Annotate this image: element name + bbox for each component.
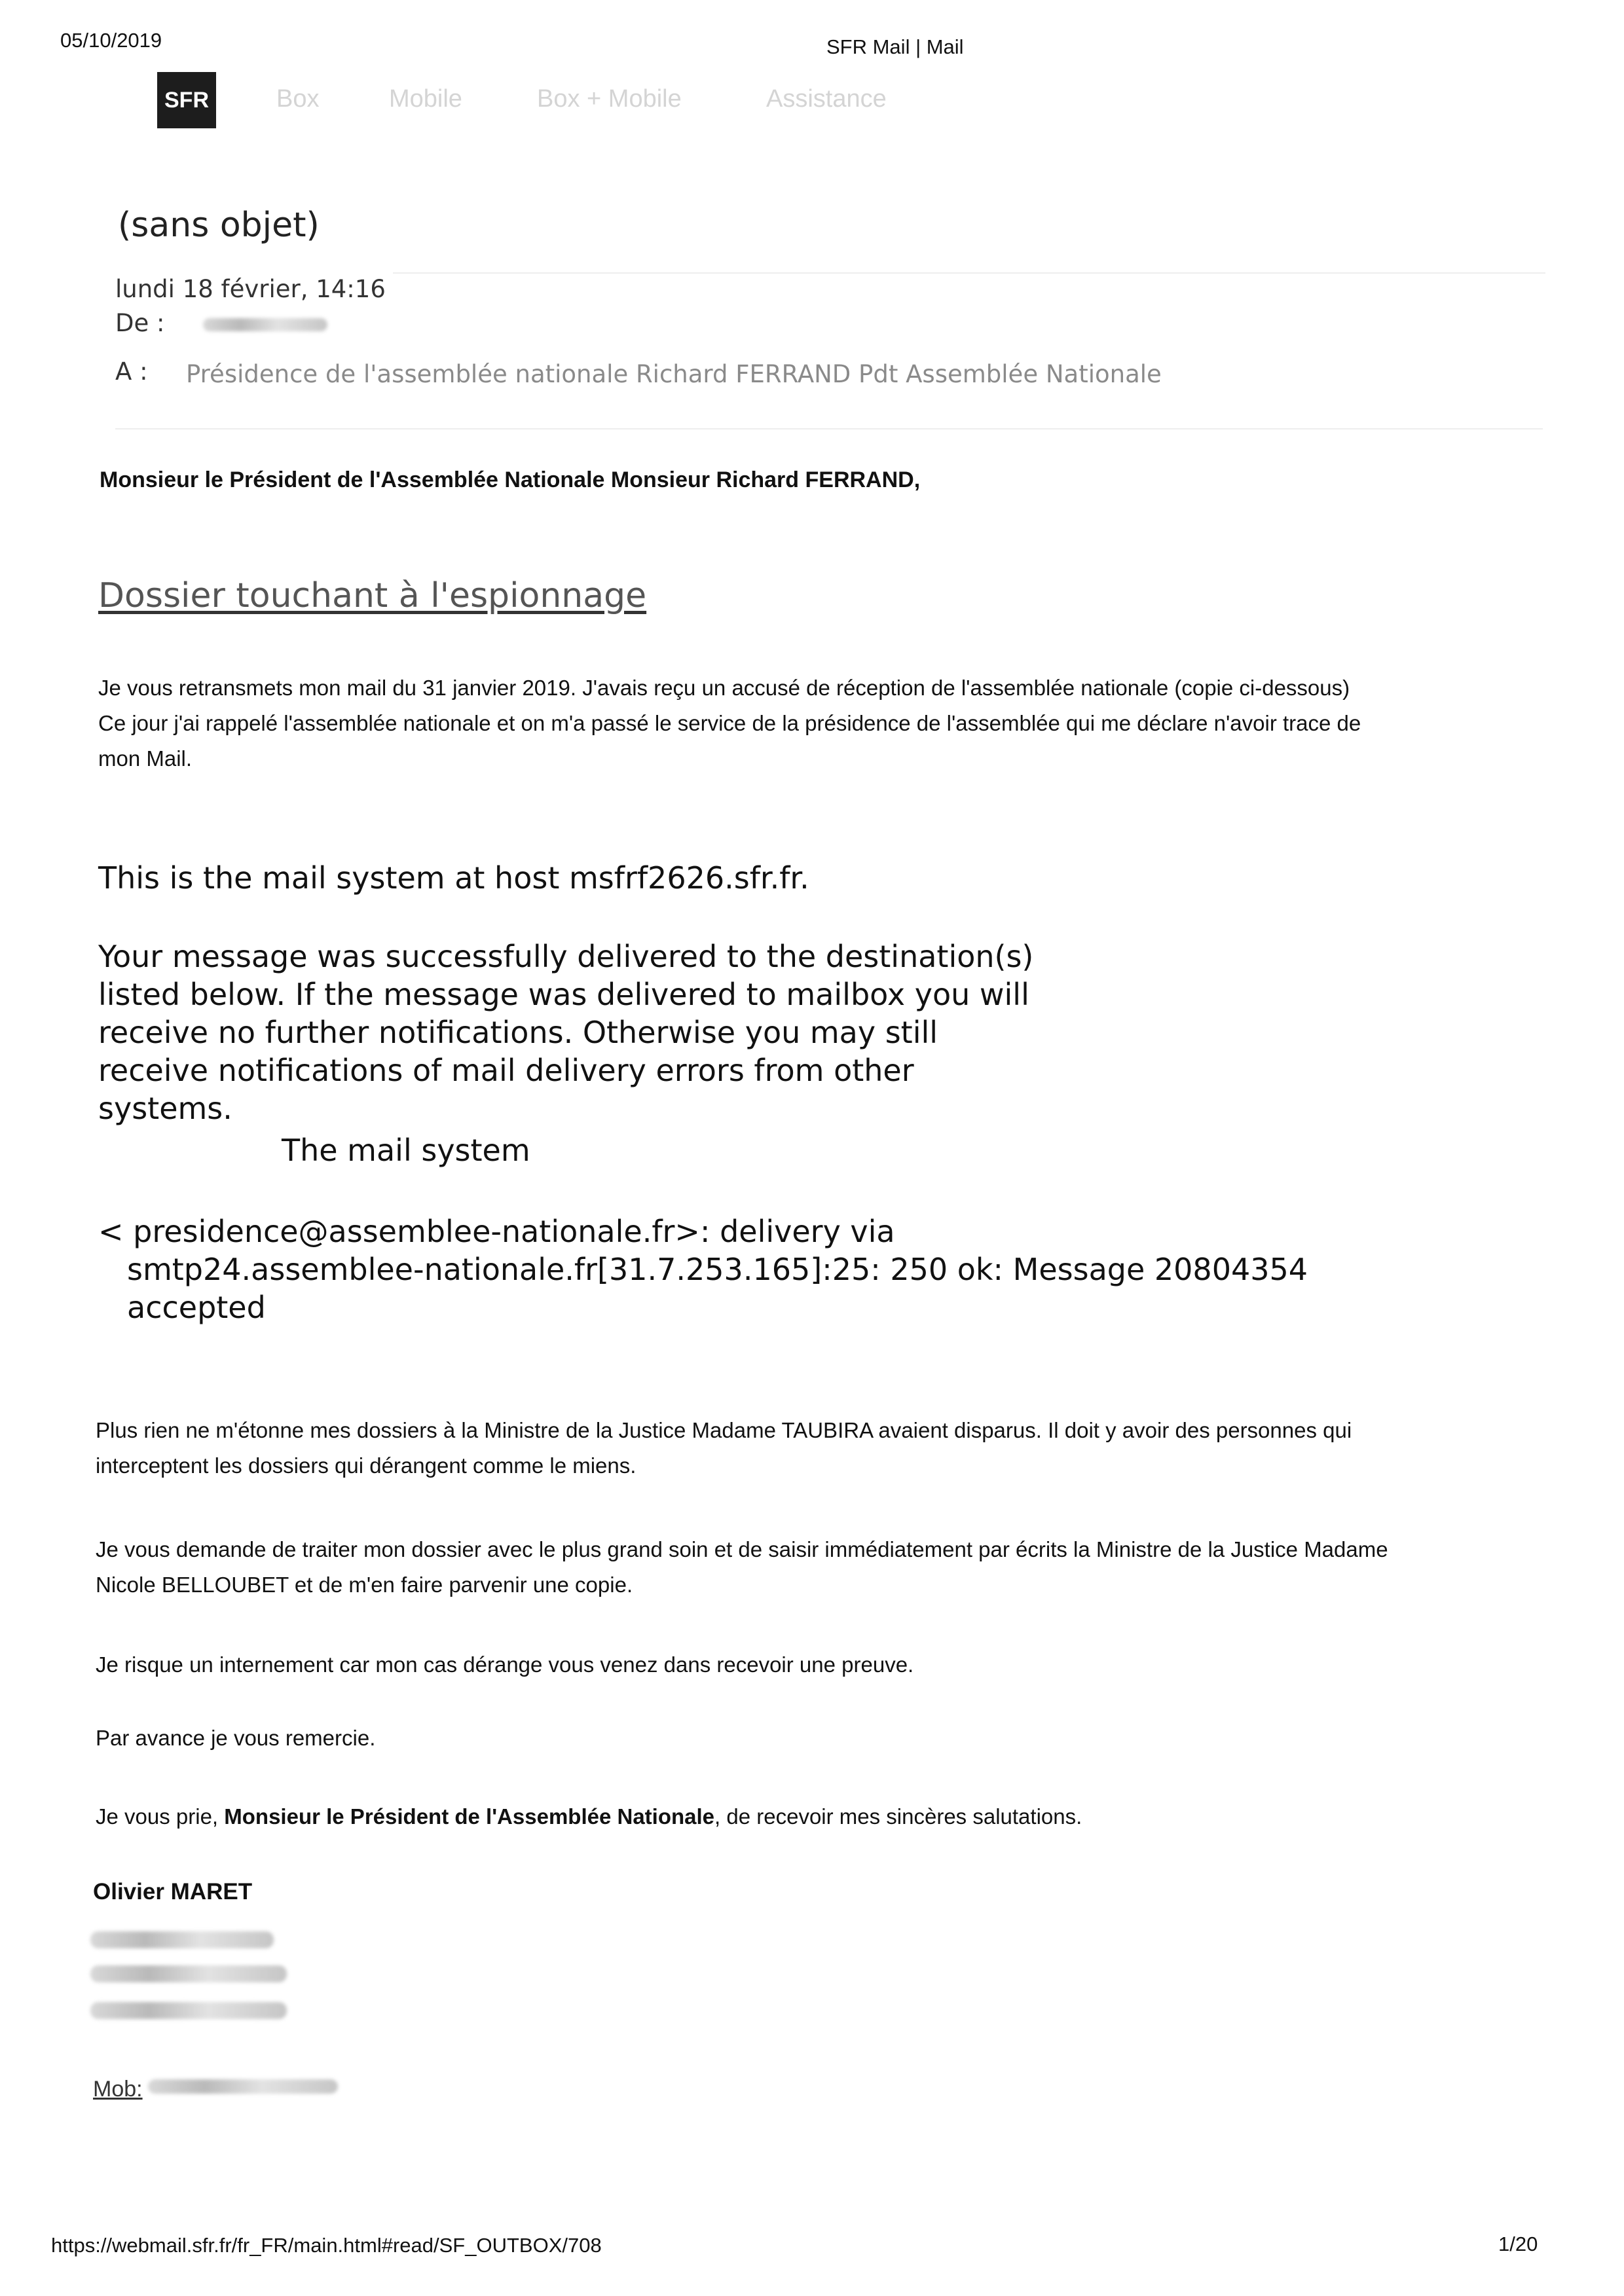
mobile-label: Mob: (93, 2077, 143, 2102)
nav-item-mobile[interactable]: Mobile (389, 85, 462, 113)
nav-item-box[interactable]: Box (276, 85, 320, 113)
print-date: 05/10/2019 (60, 29, 162, 52)
mail-date: lundi 18 février, 14:16 (115, 275, 386, 303)
mail-subject: (sans objet) (118, 206, 320, 245)
recipient-value[interactable]: Présidence de l'assemblée nationale Richard FERRAND Pdt Assemblée Nationale (186, 360, 1162, 388)
bounce-paragraph: Your message was successfully delivered to the destination(s) listed below. If the message was delivered to mailbox you will receive no further notifications. Otherwise you may still receive notifications of mail delivery errors from other systems. (98, 939, 1034, 1126)
closing-addressee: Monsieur le Président de l'Assemblée Nationale (224, 1804, 715, 1829)
paragraph-3: Je risque un internement car mon cas dérange vous venez dans recevoir une preuve. (96, 1652, 914, 1677)
bounce-delivery-line-1: < presidence@assemblee-nationale.fr>: delivery via (98, 1214, 895, 1249)
closing-suffix: , de recevoir mes sincères salutations. (714, 1804, 1082, 1829)
nav-item-assistance[interactable]: Assistance (766, 85, 887, 113)
header-divider (393, 272, 1545, 274)
print-url: https://webmail.sfr.fr/fr_FR/main.html#read/SF_OUTBOX/708 (51, 2234, 602, 2257)
redacted-line-3 (90, 2002, 287, 2019)
paragraph-1: Plus rien ne m'étonne mes dossiers à la Ministre de la Justice Madame TAUBIRA avaient disparus. Il doit y avoir des personnes qui interceptent les dossiers qui dérangent comme le miens. (96, 1418, 1352, 1478)
signature-name: Olivier MARET (93, 1879, 253, 1904)
header-bottom-divider (115, 428, 1543, 429)
headline: Dossier touchant à l'espionnage (98, 576, 647, 615)
print-title: SFR Mail | Mail (826, 35, 964, 58)
closing-paragraph (96, 1799, 1082, 1834)
redacted-sender (203, 318, 327, 331)
paragraph-2: Je vous demande de traiter mon dossier avec le plus grand soin et de saisir immédiatement par écrits la Ministre de la Justice Madame Nicole BELLOUBET et de m'en faire parvenir une copie. (96, 1537, 1388, 1597)
paragraph-4: Par avance je vous remercie. (96, 1726, 376, 1750)
bounce-delivery-line-2: smtp24.assemblee-nationale.fr[31.7.253.165]:25: 250 ok: Message 20804354 (127, 1252, 1308, 1287)
redacted-mobile (148, 2079, 338, 2094)
print-page-number: 1/20 (1498, 2232, 1538, 2255)
redacted-line-1 (90, 1931, 274, 1948)
salutation: Monsieur le Président de l'Assemblée Nationale Monsieur Richard FERRAND, (100, 467, 921, 492)
sfr-logo[interactable]: SFR (157, 72, 216, 128)
intro-paragraph: Je vous retransmets mon mail du 31 janvier 2019. J'avais reçu un accusé de réception de l'assemblée nationale (copie ci-dessous) Ce jour j'ai rappelé l'assemblée nationale et on m'a passé le service de la présidence de l'assemblée qui me déclare n'avoir trace de mon Mail. (98, 676, 1361, 771)
redacted-line-2 (90, 1965, 287, 1982)
bounce-delivery-line-3: accepted (127, 1290, 266, 1325)
closing-prefix: Je vous prie, (96, 1804, 225, 1829)
to-label: A : (115, 357, 148, 386)
nav-item-box-mobile[interactable]: Box + Mobile (537, 85, 682, 113)
bounce-system: The mail system (282, 1133, 530, 1168)
bounce-header: This is the mail system at host msfrf2626.sfr.fr. (98, 860, 809, 896)
from-label: De : (115, 309, 165, 337)
